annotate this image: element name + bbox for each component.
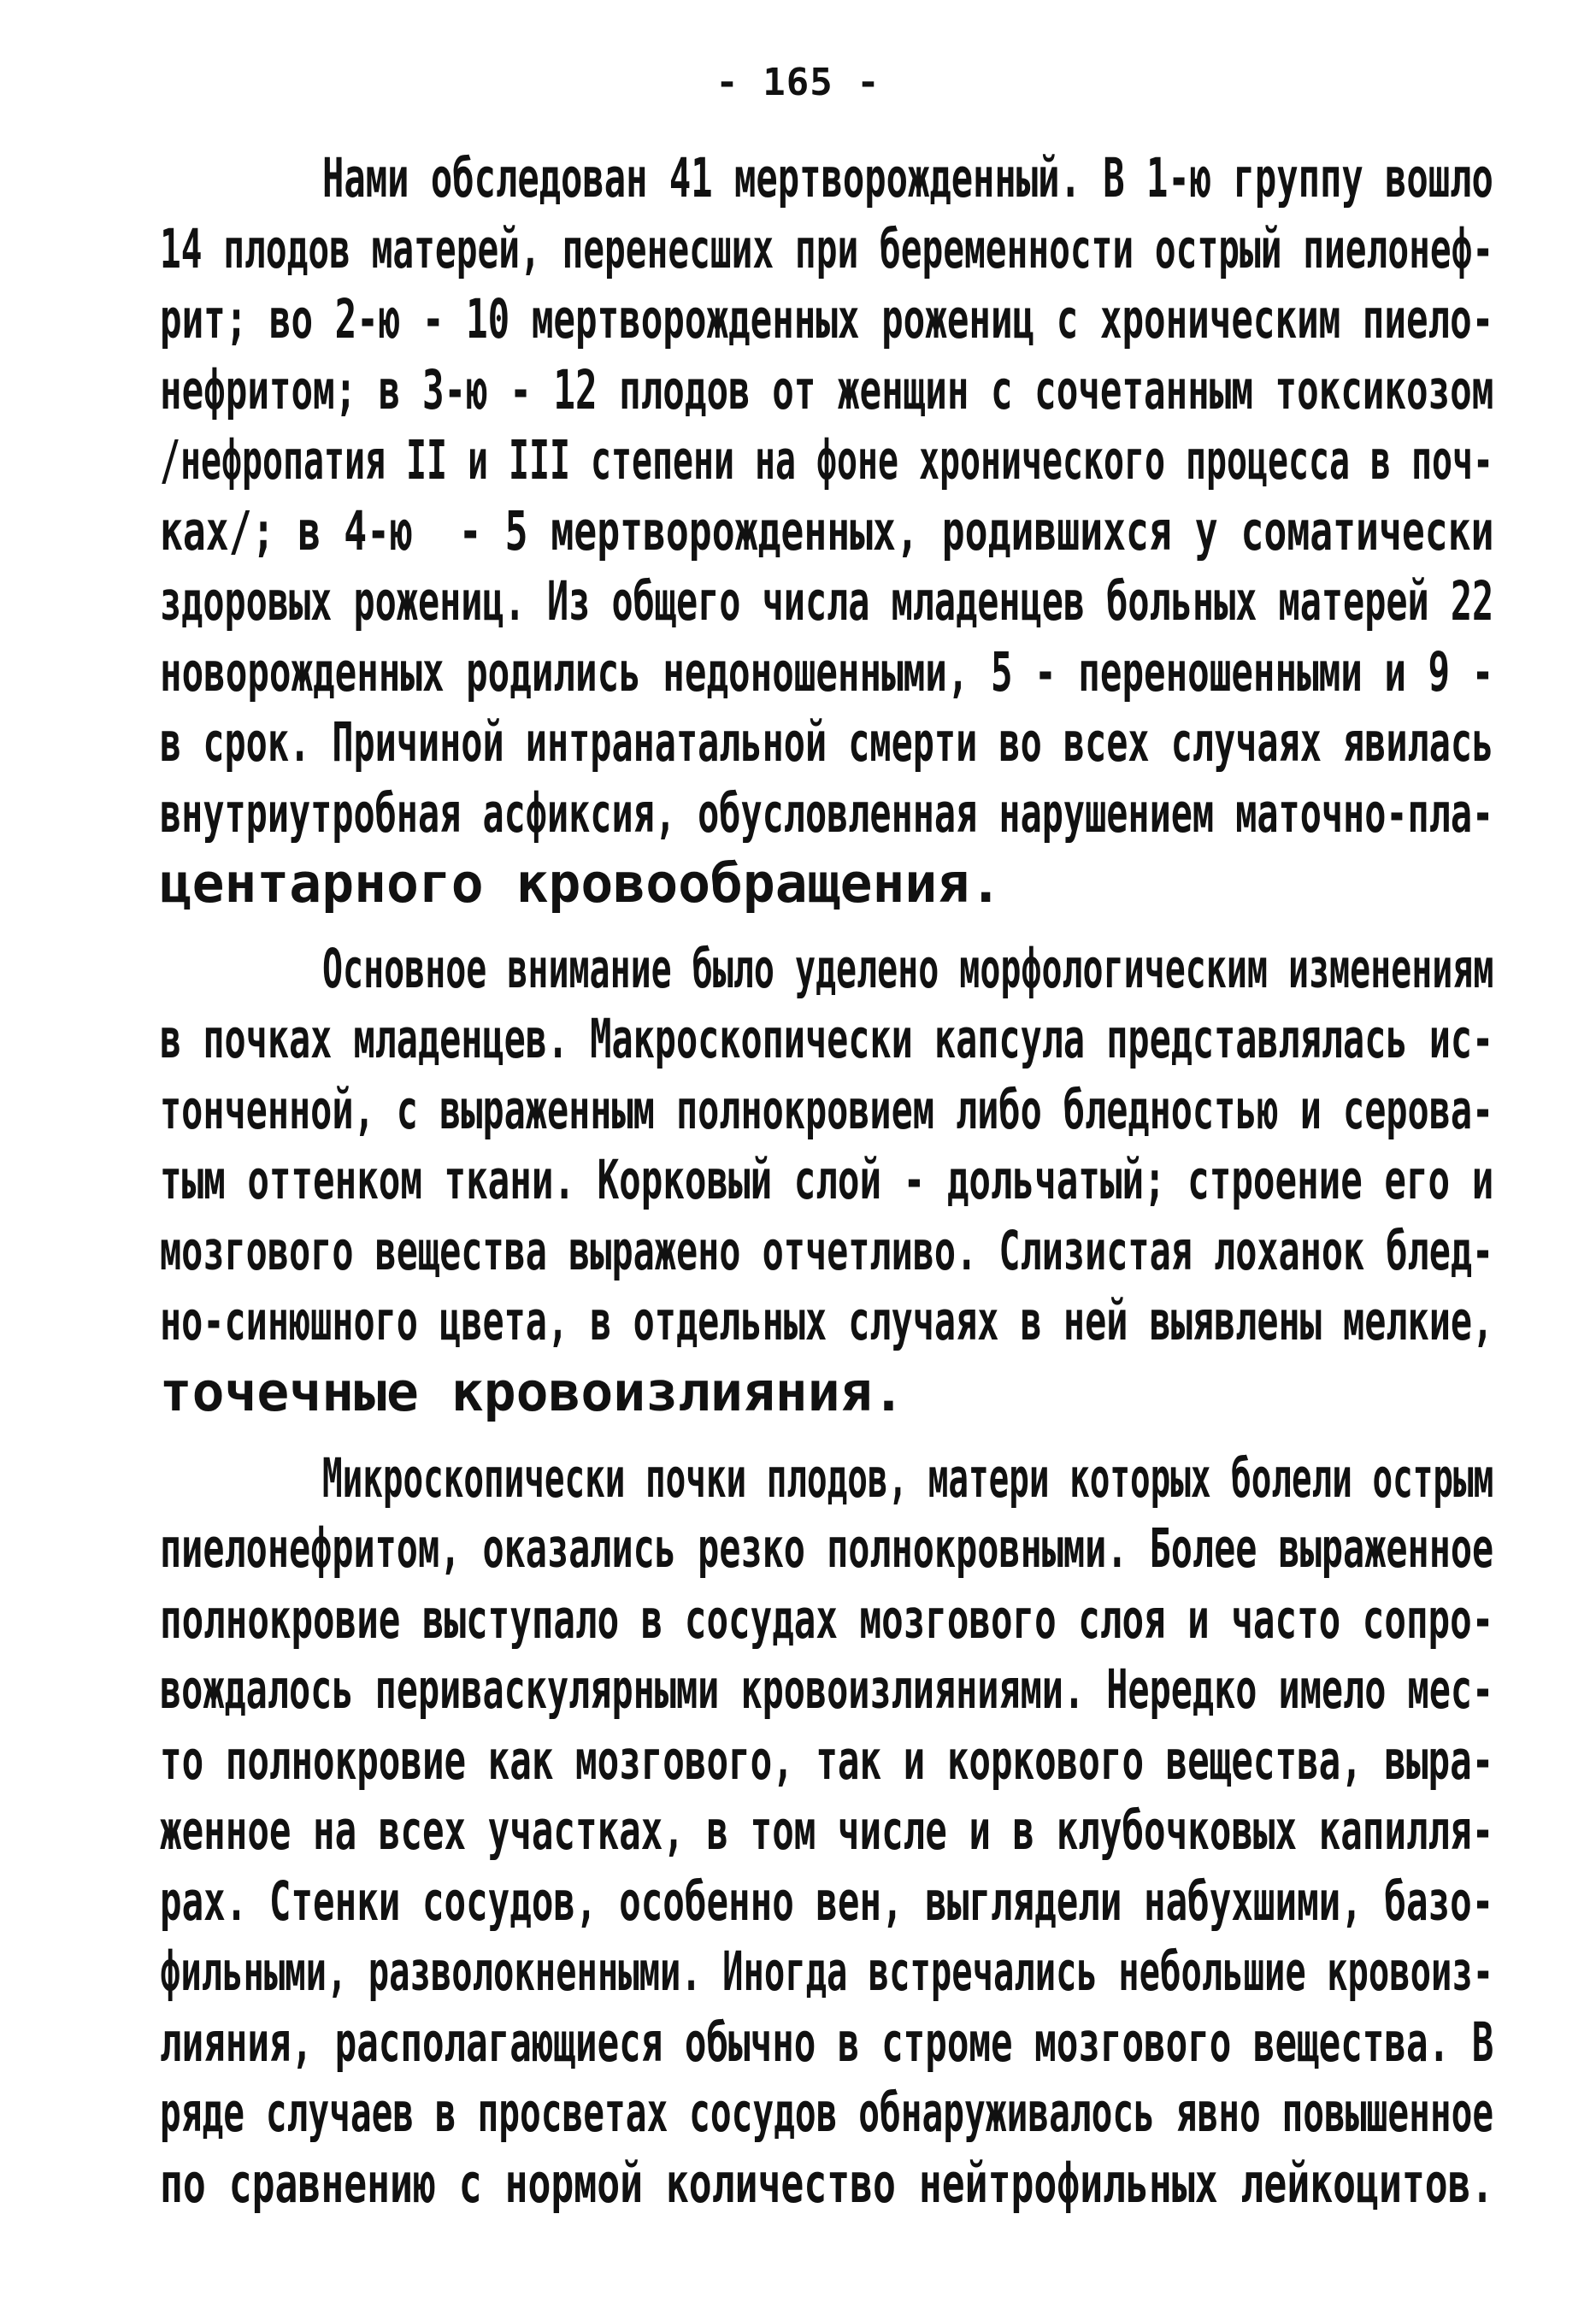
text-line: ряде случаев в просветах сосудов обнаруживалось явно повышенное: [159, 2081, 1493, 2145]
text-line: Нами обследован 41 мертворожденный. В 1-ю группу вошло: [321, 147, 1493, 210]
text-line: пиелонефритом, оказались резко полнокровными. Более выраженное: [159, 1517, 1493, 1581]
text-line: ках/; в 4-ю - 5 мертворожденных, родившихся у соматически: [159, 499, 1494, 562]
text-line: Основное внимание было уделено морфологическим изменениям: [321, 937, 1494, 1000]
text-line: по сравнению с нормой количество нейтрофильных лейкоцитов.: [159, 2152, 1494, 2215]
text-line: лияния, располагающиеся обычно в строме мозгового вещества. В: [159, 2011, 1493, 2074]
text-line: фильными, разволокненными. Иногда встречались небольшие кровоиз-: [159, 1940, 1493, 2004]
text-line: но-синюшного цвета, в отдельных случаях в ней выявлены мелкие,: [159, 1290, 1493, 1352]
text-line: /нефропатия II и III степени на фоне хронического процесса в поч-: [159, 429, 1493, 492]
text-line: в срок. Причиной интранатальной смерти во всех случаях явилась: [159, 711, 1493, 774]
text-line: тонченной, с выраженным полнокровием либо бледностью и серова-: [159, 1078, 1493, 1141]
text-line: тым оттенком ткани. Корковый слой - дольчатый; строение его и: [159, 1149, 1493, 1211]
text-line: рит; во 2-ю - 10 мертворожденных рожениц с хроническим пиело-: [159, 288, 1493, 351]
text-line: в почках младенцев. Макроскопически капсула представлялась ис-: [159, 1008, 1493, 1070]
text-line: 14 плодов матерей, перенесших при беременности острый пиелонеф-: [159, 217, 1493, 280]
text-line: внутриутробная асфиксия, обусловленная нарушением маточно-пла-: [159, 781, 1493, 845]
text-line: нефритом; в 3-ю - 12 плодов от женщин с сочетанным токсикозом: [159, 358, 1493, 421]
text-line: полнокровие выступало в сосудах мозгового слоя и часто сопро-: [159, 1587, 1493, 1651]
text-line: вождалось периваскулярными кровоизлияниями. Нередко имело мес-: [159, 1658, 1493, 1722]
text-line: мозгового вещества выражено отчетливо. Слизистая лоханок блед-: [159, 1219, 1493, 1282]
text-line: здоровых рожениц. Из общего числа младенцев больных матерей 22: [159, 570, 1493, 633]
text-line: Микроскопически почки плодов, матери которых болели острым: [321, 1446, 1494, 1510]
text-line: женное на всех участках, в том числе и в клубочковых капилля-: [159, 1799, 1493, 1863]
text-line: центарного кровообращения.: [159, 852, 1003, 916]
text-line: точечные кровоизлияния.: [159, 1360, 905, 1423]
text-line: то полнокровие как мозгового, так и коркового вещества, выра-: [159, 1728, 1493, 1792]
text-line: новорожденных родились недоношенными, 5 - переношенными и 9 -: [159, 640, 1493, 704]
page-number: - 165 -: [716, 61, 880, 105]
text-line: рах. Стенки сосудов, особенно вен, выглядели набухшими, базо-: [159, 1869, 1493, 1933]
